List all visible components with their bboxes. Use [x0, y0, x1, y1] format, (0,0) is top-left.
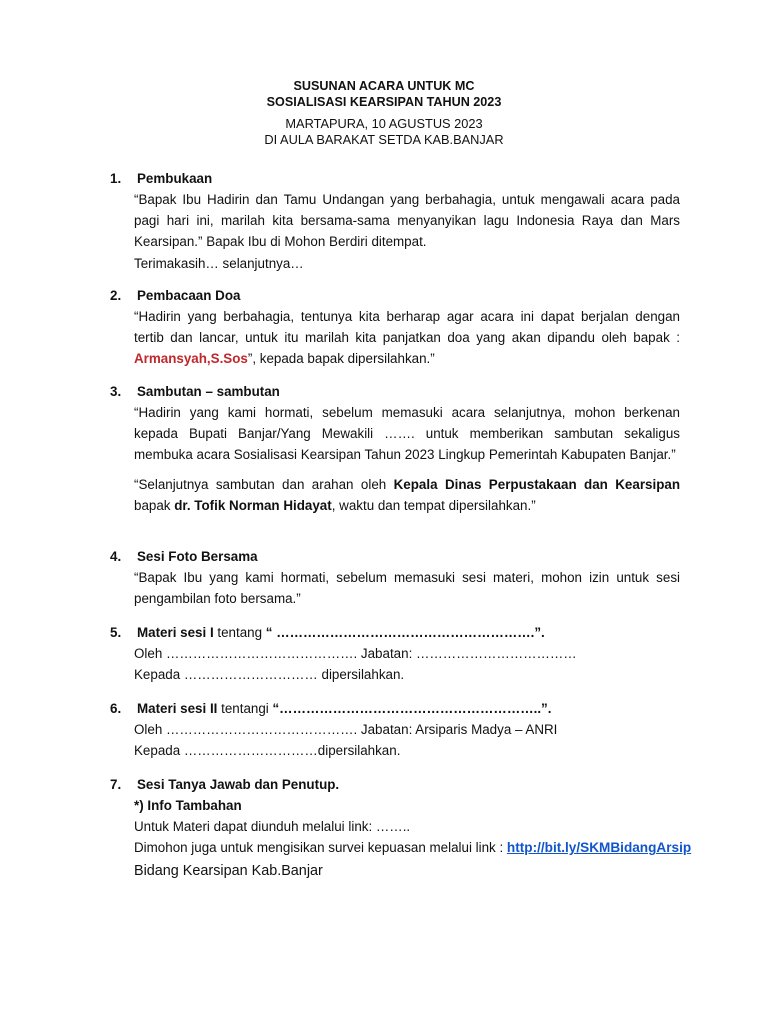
section-materi-sesi-1: [110, 622, 680, 685]
section-paragraph: [134, 306, 680, 370]
section-number: 6.: [110, 701, 122, 716]
section-title: Sesi Tanya Jawab dan Penutup.: [137, 777, 340, 792]
venue: DI AULA BARAKAT SETDA KAB.BANJAR: [264, 132, 504, 147]
section-title: [137, 698, 680, 719]
title-line-1: SUSUNAN ACARA UNTUK MC: [293, 79, 475, 93]
title-text: tentang: [213, 625, 266, 640]
section-materi-sesi-2: [110, 698, 680, 761]
section-tanya-jawab: [110, 774, 730, 882]
section-line: Oleh ……………………………………. Jabatan: ………………………………: [134, 646, 577, 661]
paragraph-text: , waktu dan tempat dipersilahkan.”: [331, 497, 536, 513]
section-number: 1.: [110, 171, 122, 186]
section-sambutan: [110, 381, 680, 516]
survey-line: [134, 837, 730, 858]
highlighted-name: Armansyah,S.Sos: [134, 351, 248, 367]
section-line: Kepada …………………………dipersilahkan.: [134, 743, 401, 759]
survey-link[interactable]: http://bit.ly/SKMBidangArsip: [506, 840, 692, 856]
section-number: 5.: [110, 625, 122, 640]
place-date: MARTAPURA, 10 AGUSTUS 2023: [285, 116, 483, 131]
bold-text: dr. Tofik Norman Hidayat: [174, 497, 332, 513]
download-line: Untuk Materi dapat diunduh melalui link: ……..: [134, 819, 411, 835]
section-paragraph: “Bapak Ibu yang kami hormati, sebelum memasuki sesi materi, mohon izin untuk sesi pengambilan foto bersama.”: [134, 570, 680, 607]
section-number: 3.: [110, 384, 122, 399]
section-line: Kepada ………………………… dipersilahkan.: [134, 667, 405, 683]
bold-text: Kepala Dinas Perpustakaan dan Kearsipan: [393, 476, 680, 492]
signature: Bidang Kearsipan Kab.Banjar: [134, 862, 323, 879]
title-dots: “ ………………………………………………….”.: [265, 625, 545, 640]
section-title: [137, 622, 680, 643]
section-title: Pembacaan Doa: [137, 288, 241, 303]
section-title: Sambutan – sambutan: [137, 384, 280, 399]
info-title: *) Info Tambahan: [134, 798, 242, 813]
section-paragraph: Terimakasih… selanjutnya…: [134, 255, 304, 271]
section-paragraph: “Bapak Ibu Hadirin dan Tamu Undangan yang berbahagia, untuk mengawali acara pada pagi hari ini, marilah kita bersama-sama menyanyikan lagu Indonesia Raya dan Mars Kearsipan.” Bapak Ibu di Mohon Berdiri ditempat.: [134, 192, 680, 250]
section-number: 2.: [110, 288, 122, 303]
section-number: 7.: [110, 777, 122, 792]
section-line: Oleh ……………………………………. Jabatan: Arsiparis Madya – ANRI: [134, 722, 558, 737]
section-pembukaan: [110, 168, 680, 274]
title-dots: “…………………………………………………..”.: [272, 701, 552, 716]
section-sesi-foto: [110, 546, 680, 609]
title-line-2: SOSIALISASI KEARSIPAN TAHUN 2023: [266, 95, 502, 109]
title-text: tentangi: [217, 701, 273, 716]
title-bold: Materi sesi II: [137, 701, 218, 716]
paragraph-text: ”, kepada bapak dipersilahkan.”: [247, 351, 435, 367]
section-title: Pembukaan: [137, 171, 213, 186]
section-title: Sesi Foto Bersama: [137, 549, 258, 564]
section-paragraph: [134, 474, 680, 516]
section-pembacaan-doa: [110, 285, 680, 370]
paragraph-text: “Selanjutnya sambutan dan arahan oleh: [134, 476, 394, 492]
paragraph-text: “Hadirin yang berbahagia, tentunya kita berharap agar acara ini dapat berjalan dengan tertib dan lancar, untuk itu marilah kita panjatkan doa yang akan dipandu oleh bapak :: [134, 309, 680, 346]
survey-text: Dimohon juga untuk mengisikan survei kepuasan melalui link :: [134, 840, 507, 856]
section-paragraph: “Hadirin yang kami hormati, sebelum memasuki acara selanjutnya, mohon berkenan kepada Bupati Banjar/Yang Mewakili ……. untuk memberikan sambutan sekaligus membuka acara Sosialisasi Kearsipan Tahun 2023 Lingkup Pemerintah Kabupaten Banjar.”: [134, 405, 680, 463]
paragraph-text: bapak: [134, 497, 175, 513]
title-bold: Materi sesi I: [137, 625, 214, 640]
section-number: 4.: [110, 549, 122, 564]
document-header: [0, 78, 768, 148]
